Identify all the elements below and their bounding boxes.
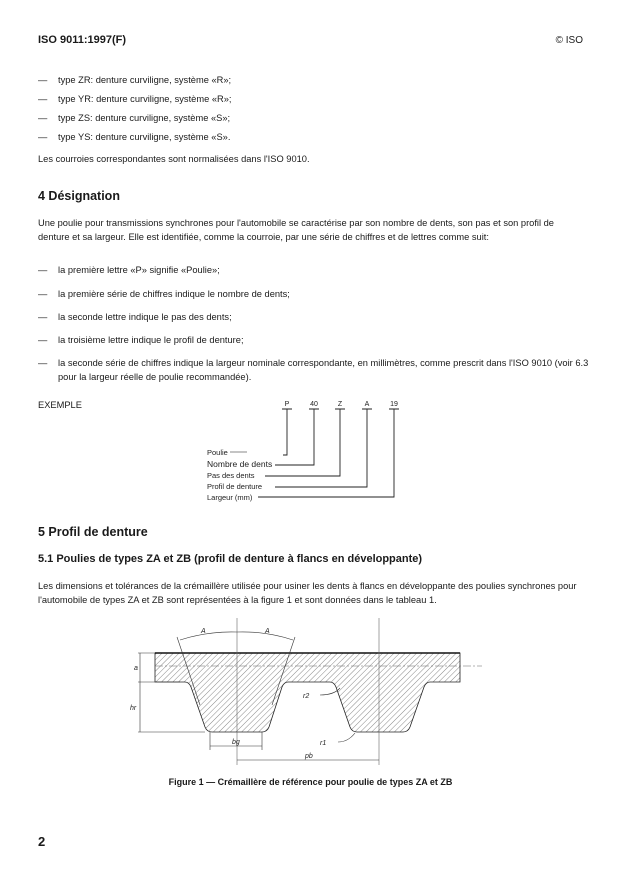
dimension-bg-label: bg [232,739,240,746]
section-5-title: 5 Profil de denture [38,525,148,539]
code-teeth: 40 [310,401,318,408]
angle-label: A [201,628,206,635]
label-pas-dents: Pas des dents [207,471,255,480]
copyright: © ISO [555,35,583,46]
section-5-1-title: 5.1 Poulies de types ZA et ZB (profil de denture à flancs en développante) [38,553,423,565]
document-id: ISO 9011:1997(F) [38,34,127,46]
dimension-hr-label: hr [130,705,137,712]
dimension-a-label: a [134,665,138,672]
angle-label: A [265,628,270,635]
label-nombre-dents: Nombre de dents [207,459,273,469]
radius-r1-label: r1 [320,740,327,747]
section-4-title: 4 Désignation [38,189,120,203]
code-profile: A [364,401,370,408]
label-largeur: Largeur (mm) [207,493,253,502]
figure-1-caption: Figure 1 — Crémaillère de référence pour poulie de types ZA et ZB [168,777,453,787]
section-5-1-paragraph: Les dimensions et tolérances de la crémaillère utilisée pour usiner les dents à flancs en développante des poulies synchrones pour l'automobile de types ZA et ZB sont représentées à la figure 1 et sont données dans le tableau 1. [38,581,577,605]
intro-paragraph: Les courroies correspondantes sont normalisées dans l'ISO 9010. [38,154,310,164]
code-pitch: Z [337,401,343,408]
example-label: EXEMPLE [38,400,82,410]
dimension-pb-label: pb [305,753,313,760]
code-p: P [284,401,290,408]
label-poulie: Poulie [207,448,228,457]
section-4-paragraph: Une poulie pour transmissions synchrones pour l'automobile se caractérise par son nombre de dents, son pas et son profil de denture et sa largeur. Elle est identifiée, comme la courroie, par une série de chiffres et de lettres comme suit: [38,218,554,242]
code-width: 19 [390,401,398,408]
radius-r2-label: r2 [303,693,310,700]
figure-1-rack-profile [120,610,482,770]
page-number: 2 [38,834,46,849]
label-profil: Profil de denture [207,482,263,491]
